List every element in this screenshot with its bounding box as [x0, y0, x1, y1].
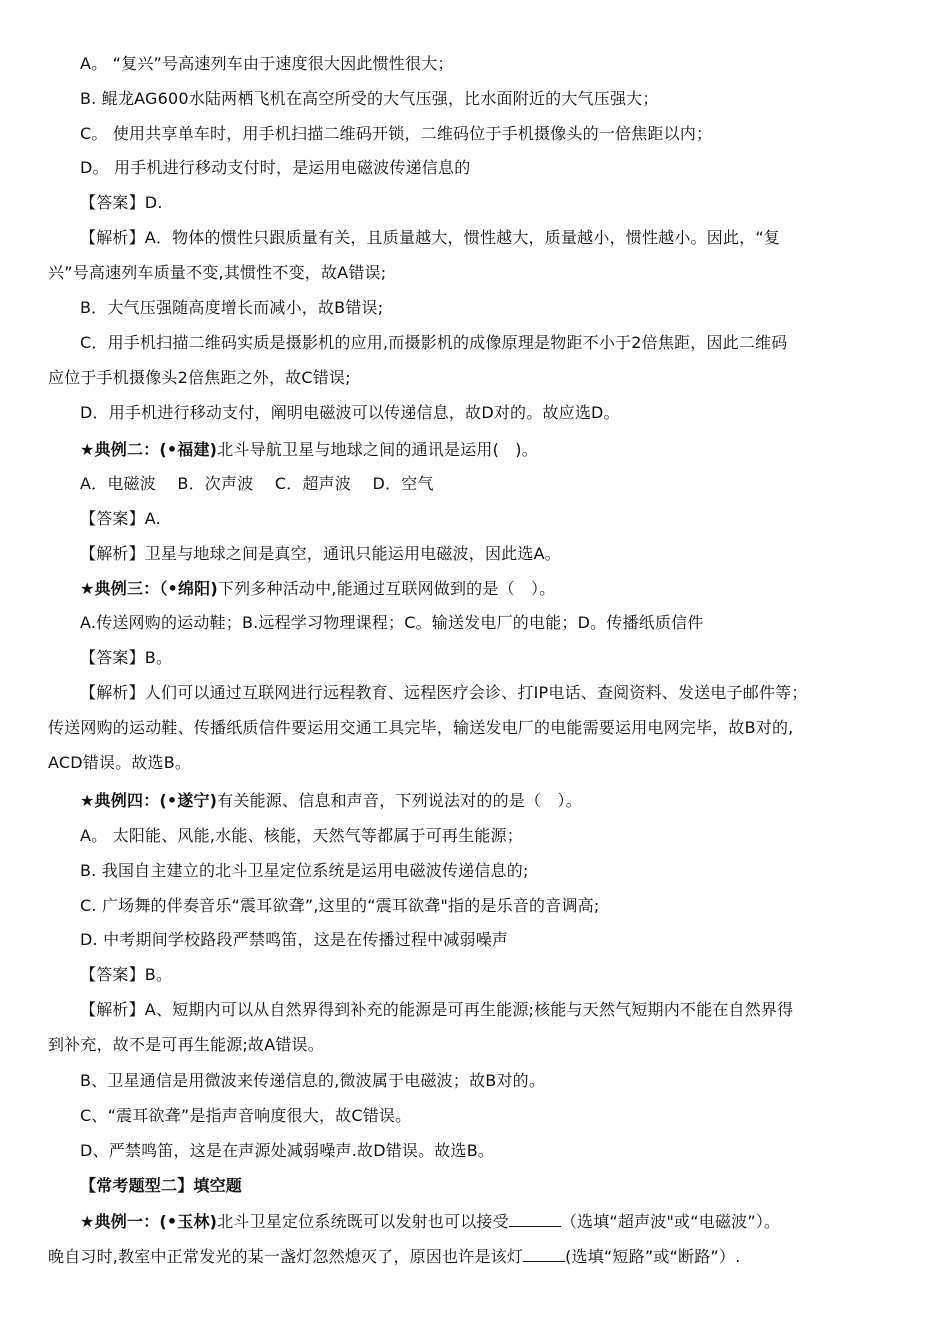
q1-option-c: C。 使用共享单车时，用手机扫描二维码开锁，二维码位于手机摄像头的一倍焦距以内；	[80, 124, 713, 143]
example-4-analysis-line: 【解析】A、短期内可以从自然界得到补充的能源是可再生能源;核能与天然气短期内不能在自然界得	[80, 1000, 794, 1019]
example-4-question	[80, 791, 910, 811]
answer-blank[interactable]	[523, 1247, 565, 1262]
example-2-text: 北斗导航卫星与地球之间的通讯是运用( )。	[217, 440, 538, 459]
fill-example-1-text: (选填“短路”或“断路”）.	[565, 1247, 741, 1266]
example-3-analysis-line: 传送网购的运动鞋、传播纸质信件要运用交通工具完毕，输送发电厂的电能需要运用电网完毕，故B对的,	[48, 718, 794, 737]
example-3-analysis-line: 【解析】人们可以通过互联网进行远程教育、远程医疗会诊、打IP电话、查阅资料、发送电子邮件等；	[80, 683, 808, 702]
example-2-analysis: 【解析】卫星与地球之间是真空，通讯只能运用电磁波，因此选A。	[80, 544, 561, 563]
answer-blank[interactable]	[509, 1212, 561, 1227]
fill-example-1-text: 晚自习时,教室中正常发光的某一盏灯忽然熄灭了，原因也许是该灯	[48, 1247, 524, 1266]
example-3-answer: 【答案】B。	[80, 648, 173, 667]
section-title: 【常考题型二】填空题	[80, 1176, 243, 1195]
example-3-text: 下列多种活动中,能通过互联网做到的是（ ）。	[217, 579, 556, 598]
q1-answer: 【答案】D.	[80, 193, 163, 212]
example-4-option-b: B. 我国自主建立的北斗卫星定位系统是运用电磁波传递信息的;	[80, 861, 529, 880]
example-2-answer: 【答案】A.	[80, 509, 161, 528]
example-2-question	[80, 440, 910, 460]
example-4-option-d: D. 中考期间学校路段严禁鸣笛，这是在传播过程中减弱噪声	[80, 930, 509, 949]
example-3-analysis-line: ACD错误。故选B。	[48, 753, 192, 772]
example-4-analysis-line: D、严禁鸣笛，这是在声源处减弱噪声.故D错误。故选B。	[80, 1141, 495, 1160]
example-2-label: ★典例二：(•福建)	[80, 440, 218, 459]
example-4-label: ★典例四：(•遂宁)	[80, 791, 218, 810]
q1-option-a: A。 “复兴”号高速列车由于速度很大因此惯性很大；	[80, 54, 454, 73]
example-3-question	[80, 579, 910, 599]
q1-option-b: B. 鲲龙AG600水陆两栖飞机在高空所受的大气压强，比水面附近的大气压强大；	[80, 89, 659, 108]
fill-example-1-line	[48, 1247, 910, 1267]
example-3-options: A.传送网购的运动鞋；B.远程学习物理课程；C。输送发电厂的电能；D。传播纸质信件	[80, 613, 704, 632]
q1-analysis-line: D．用手机进行移动支付，阐明电磁波可以传递信息，故D对的。故应选D。	[80, 403, 620, 422]
fill-example-1-text: （选填“超声波"或“电磁波”）。	[560, 1212, 781, 1231]
q1-analysis-line: 兴”号高速列车质量不变,其惯性不变，故A错误;	[48, 263, 387, 282]
q1-analysis-line: C．用手机扫描二维码实质是摄影机的应用,而摄影机的成像原理是物距不小于2倍焦距，因此二维码	[80, 333, 788, 352]
q1-analysis-line: 应位于手机摄像头2倍焦距之外，故C错误;	[48, 368, 351, 387]
example-3-label: ★典例三：（•绵阳)	[80, 579, 218, 598]
fill-example-1-label: ★典例一：(•玉林)	[80, 1212, 218, 1231]
example-4-analysis-line: C、“震耳欲聋”是指声音响度很大，故C错误。	[80, 1106, 412, 1125]
q1-analysis-line: B．大气压强随高度增长而减小，故B错误;	[80, 298, 384, 317]
fill-example-1-text: 北斗卫星定位系统既可以发射也可以接受	[217, 1212, 509, 1231]
fill-example-1-line	[80, 1212, 910, 1232]
example-4-option-a: A。 太阳能、风能,水能、核能，天然气等都属于可再生能源；	[80, 826, 523, 845]
example-4-analysis-line: B、卫星通信是用微波来传递信息的,微波属于电磁波；故B对的。	[80, 1071, 546, 1090]
q1-option-d: D。 用手机进行移动支付时，是运用电磁波传递信息的	[80, 158, 471, 177]
example-4-text: 有关能源、信息和声音，下列说法对的的是（ ）。	[217, 791, 582, 810]
example-4-option-c: C. 广场舞的伴奏音乐“震耳欲聋”,这里的“震耳欲聋"指的是乐音的音调高;	[80, 896, 600, 915]
example-4-analysis-line: 到补充，故不是可再生能源;故A错误。	[48, 1035, 324, 1054]
example-2-options: A．电磁波 B．次声波 C．超声波 D．空气	[80, 474, 434, 493]
example-4-answer: 【答案】B。	[80, 965, 173, 984]
q1-analysis-line: 【解析】A．物体的惯性只跟质量有关，且质量越大，惯性越大，质量越小，惯性越小。因此，“复	[80, 228, 781, 247]
